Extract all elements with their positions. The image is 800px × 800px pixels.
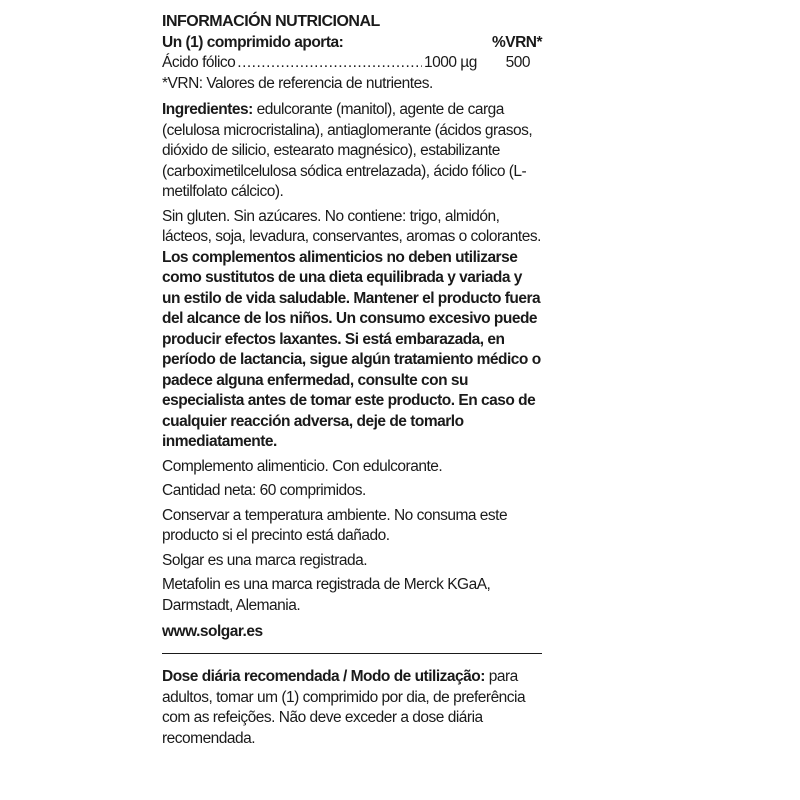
vrn-header: %VRN*: [491, 33, 542, 51]
nutrition-header-row: [162, 33, 542, 54]
leader-dots: [237, 53, 422, 74]
vrn-note: *VRN: Valores de referencia de nutrientes.: [162, 74, 433, 92]
dose-text: para adultos, tomar um (1) comprimido por dia, de preferência com as refeições. Não deve exceder a dose diária recomendada.: [162, 668, 526, 747]
storage-text: Conservar a temperatura ambiente. No consuma este producto si el precinto está dañado.: [162, 506, 508, 544]
nutrient-name: Ácido fólico: [162, 54, 236, 71]
nutrient-vrn: 500: [505, 54, 530, 71]
ingredients-paragraph: [162, 100, 542, 203]
net-quantity-text: Cantidad neta: 60 comprimidos.: [162, 482, 366, 499]
portuguese-dose-section: [162, 667, 552, 749]
warning-text: Los complementos alimenticios no deben utilizarse como sustitutos de una dieta equilibrada y variada y un estilo de vida saludable. Mantener el producto fuera del alcance de los niños. Un consumo excesivo puede producir efectos laxantes. Si está embarazada, en período de lactancia, sigue algún tratamiento médico o padece alguna enfermedad, consulte con su especialista antes de tomar este producto. En caso de cualquier reacción adversa, deje de tomarlo inmediatamente.: [162, 248, 541, 450]
nutrition-title: INFORMACIÓN NUTRICIONAL: [162, 13, 380, 30]
free-from-text: Sin gluten. Sin azúcares. No contiene: trigo, almidón, lácteos, soja, levadura, conservantes, aromas o colorantes.: [162, 207, 541, 245]
ingredients-label: Ingredientes:: [162, 101, 253, 118]
serving-label: Un (1) comprimido aporta:: [162, 33, 344, 51]
ingredients-text: edulcorante (manitol), agente de carga (celulosa microcristalina), antiaglomerante (ácidos grasos, dióxido de silicio, estearato magnésico), estabilizante (carboximetilcelulosa sódica entrelazada), ácido fólico (L-metilfolato cálcico).: [162, 101, 533, 200]
product-type-text: Complemento alimenticio. Con edulcorante.: [162, 457, 443, 475]
section-divider: [162, 653, 542, 654]
dose-paragraph: [162, 667, 552, 749]
spanish-label-section: [162, 12, 542, 643]
trademark-metafolin: Metafolin es una marca registrada de Merck KGaA, Darmstadt, Alemania.: [162, 576, 491, 614]
nutrient-row-folic-acid: [162, 53, 542, 74]
website-text: www.solgar.es: [162, 623, 263, 640]
dose-label: Dose diária recomendada / Modo de utilização:: [162, 668, 485, 685]
trademark-solgar: Solgar es una marca registrada.: [162, 551, 368, 569]
nutrient-amount: 1000 µg: [424, 54, 477, 71]
